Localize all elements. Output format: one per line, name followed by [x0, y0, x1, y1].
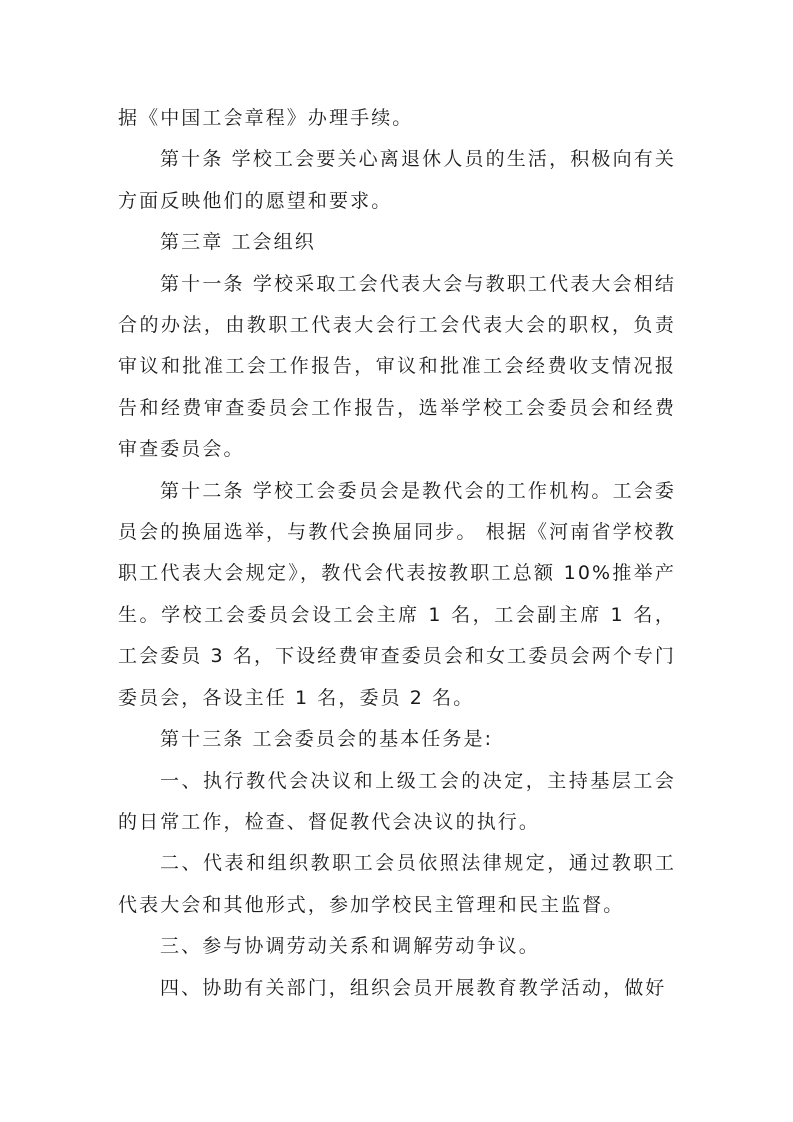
chapter-heading-3: 第三章 工会组织 [160, 231, 316, 254]
list-item-2: 二、代表和组织教职工会员依照法律规定，通过教职工代表大会和其他形式，参加学校民主管理和民主监督。 [118, 852, 676, 916]
paragraph-continuation: 据《中国工会章程》办理手续。 [118, 107, 414, 129]
document-body [118, 98, 676, 1009]
paragraph-article-10: 第十条 学校工会要关心离退休人员的生活，积极向有关方面反映他们的愿望和要求。 [118, 148, 676, 212]
list-item-1: 一、执行教代会决议和上级工会的决定，主持基层工会的日常工作，检查、督促教代会决议的执行。 [118, 769, 676, 833]
paragraph-article-13: 第十三条 工会委员会的基本任务是: [160, 728, 494, 751]
paragraph-article-11: 第十一条 学校采取工会代表大会与教职工代表大会相结合的办法，由教职工代表大会行工会代表大会的职权，负责审议和批准工会工作报告，审议和批准工会经费收支情况报告和经费审查委员会工作报告，选举学校工会委员会和经费审查委员会。 [118, 272, 676, 461]
paragraph-article-12: 第十二条 学校工会委员会是教代会的工作机构。工会委员会的换届选举，与教代会换届同步。 根据《河南省学校教职工代表大会规定》，教代会代表按教职工总额 10%推举产生。学校工会委员会设工会主席 1 名，工会副主席 1 名，工会委员 3 名，下设经费审查委员会和女工委员会两个专门委员会，各设主任 1 名，委员 2 名。 [118, 479, 676, 709]
list-item-4: 四、协助有关部门，组织会员开展教育教学活动，做好 [160, 976, 667, 999]
list-item-3: 三、参与协调劳动关系和调解劳动争议。 [160, 935, 540, 958]
